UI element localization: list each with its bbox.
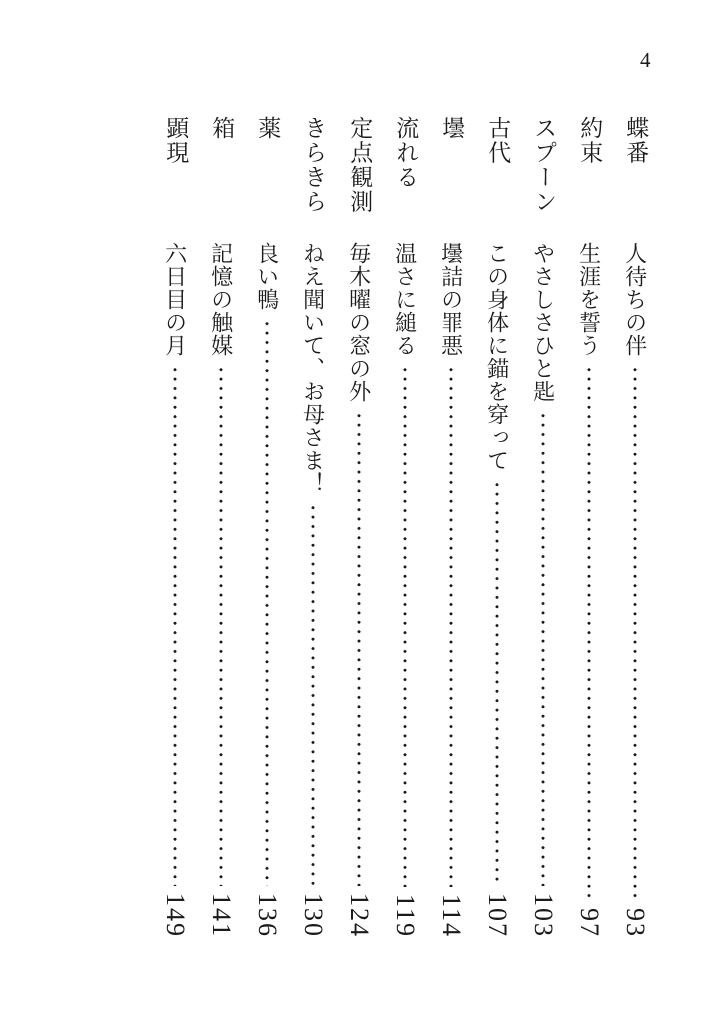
chapter-title-slot bbox=[622, 116, 648, 242]
story-page-number: 114 bbox=[437, 893, 466, 938]
story-page-number: 103 bbox=[529, 893, 558, 938]
chapter-title: きらきら bbox=[301, 116, 327, 214]
story-page-number: 97 bbox=[575, 908, 604, 938]
chapter-title: 顕現 bbox=[163, 116, 189, 165]
story-subtitle: 人待ちの伴 bbox=[622, 242, 648, 357]
story-page-number: 136 bbox=[253, 893, 282, 938]
story-page-number: 93 bbox=[621, 908, 650, 938]
chapter-title: 約束 bbox=[577, 116, 603, 165]
folio-page-number: 4 bbox=[640, 48, 651, 72]
story-subtitle: やさしさひと匙 bbox=[530, 242, 556, 403]
chapter-title: 古代 bbox=[485, 116, 511, 165]
story-subtitle: 生涯を誓う bbox=[576, 242, 602, 357]
toc-entry bbox=[566, 116, 612, 938]
toc-entry bbox=[474, 116, 520, 938]
dot-leader bbox=[402, 365, 408, 887]
dot-leader bbox=[632, 365, 638, 901]
chapter-title-slot bbox=[576, 116, 602, 242]
story-subtitle: 壜詰の罪悪 bbox=[438, 242, 464, 357]
dot-leader bbox=[494, 480, 500, 886]
chapter-title: 蝶番 bbox=[623, 116, 649, 165]
chapter-title-slot bbox=[392, 116, 418, 242]
dot-leader bbox=[586, 365, 592, 901]
chapter-title: 薬 bbox=[255, 116, 281, 141]
toc-entry bbox=[428, 116, 474, 938]
dot-leader bbox=[218, 365, 224, 886]
story-subtitle: ねえ聞いて、お母さま！ bbox=[300, 242, 326, 495]
dot-leader bbox=[540, 411, 546, 886]
story-subtitle: 六日目の月 bbox=[162, 242, 188, 357]
chapter-title-slot bbox=[484, 116, 510, 242]
toc-entry bbox=[198, 116, 244, 938]
chapter-title-slot bbox=[438, 116, 464, 242]
chapter-title: 流れる bbox=[393, 116, 419, 190]
toc-entry bbox=[382, 116, 428, 938]
chapter-title-slot bbox=[346, 116, 372, 242]
toc-entry bbox=[612, 116, 658, 938]
chapter-title-slot bbox=[300, 116, 326, 242]
chapter-title-slot bbox=[254, 116, 280, 242]
toc-entry bbox=[244, 116, 290, 938]
story-page-number: 119 bbox=[391, 893, 420, 938]
story-subtitle: 温さに縋る bbox=[392, 242, 418, 357]
story-page-number: 124 bbox=[345, 893, 374, 938]
chapter-title: 箱 bbox=[209, 116, 235, 141]
chapter-title: スプーン bbox=[531, 116, 557, 214]
story-subtitle: 良い鴨 bbox=[254, 242, 280, 311]
chapter-title-slot bbox=[208, 116, 234, 242]
chapter-title: 定点観測 bbox=[347, 116, 373, 214]
story-page-number: 107 bbox=[483, 893, 512, 938]
story-page-number: 130 bbox=[299, 893, 328, 938]
chapter-title-slot bbox=[530, 116, 556, 242]
table-of-contents bbox=[152, 116, 658, 938]
dot-leader bbox=[264, 319, 270, 886]
toc-entry bbox=[152, 116, 198, 938]
dot-leader bbox=[356, 411, 362, 886]
story-subtitle: この身体に錨を穿って bbox=[484, 242, 510, 472]
toc-entry bbox=[520, 116, 566, 938]
toc-entry bbox=[290, 116, 336, 938]
chapter-title-slot bbox=[162, 116, 188, 242]
story-subtitle: 毎木曜の窓の外 bbox=[346, 242, 372, 403]
story-page-number: 141 bbox=[207, 893, 236, 938]
story-page-number: 149 bbox=[161, 893, 190, 938]
toc-entry bbox=[336, 116, 382, 938]
chapter-title: 壜 bbox=[439, 116, 465, 141]
story-subtitle: 記憶の触媒 bbox=[208, 242, 234, 357]
dot-leader bbox=[448, 365, 454, 887]
dot-leader bbox=[310, 503, 316, 886]
dot-leader bbox=[172, 365, 178, 886]
